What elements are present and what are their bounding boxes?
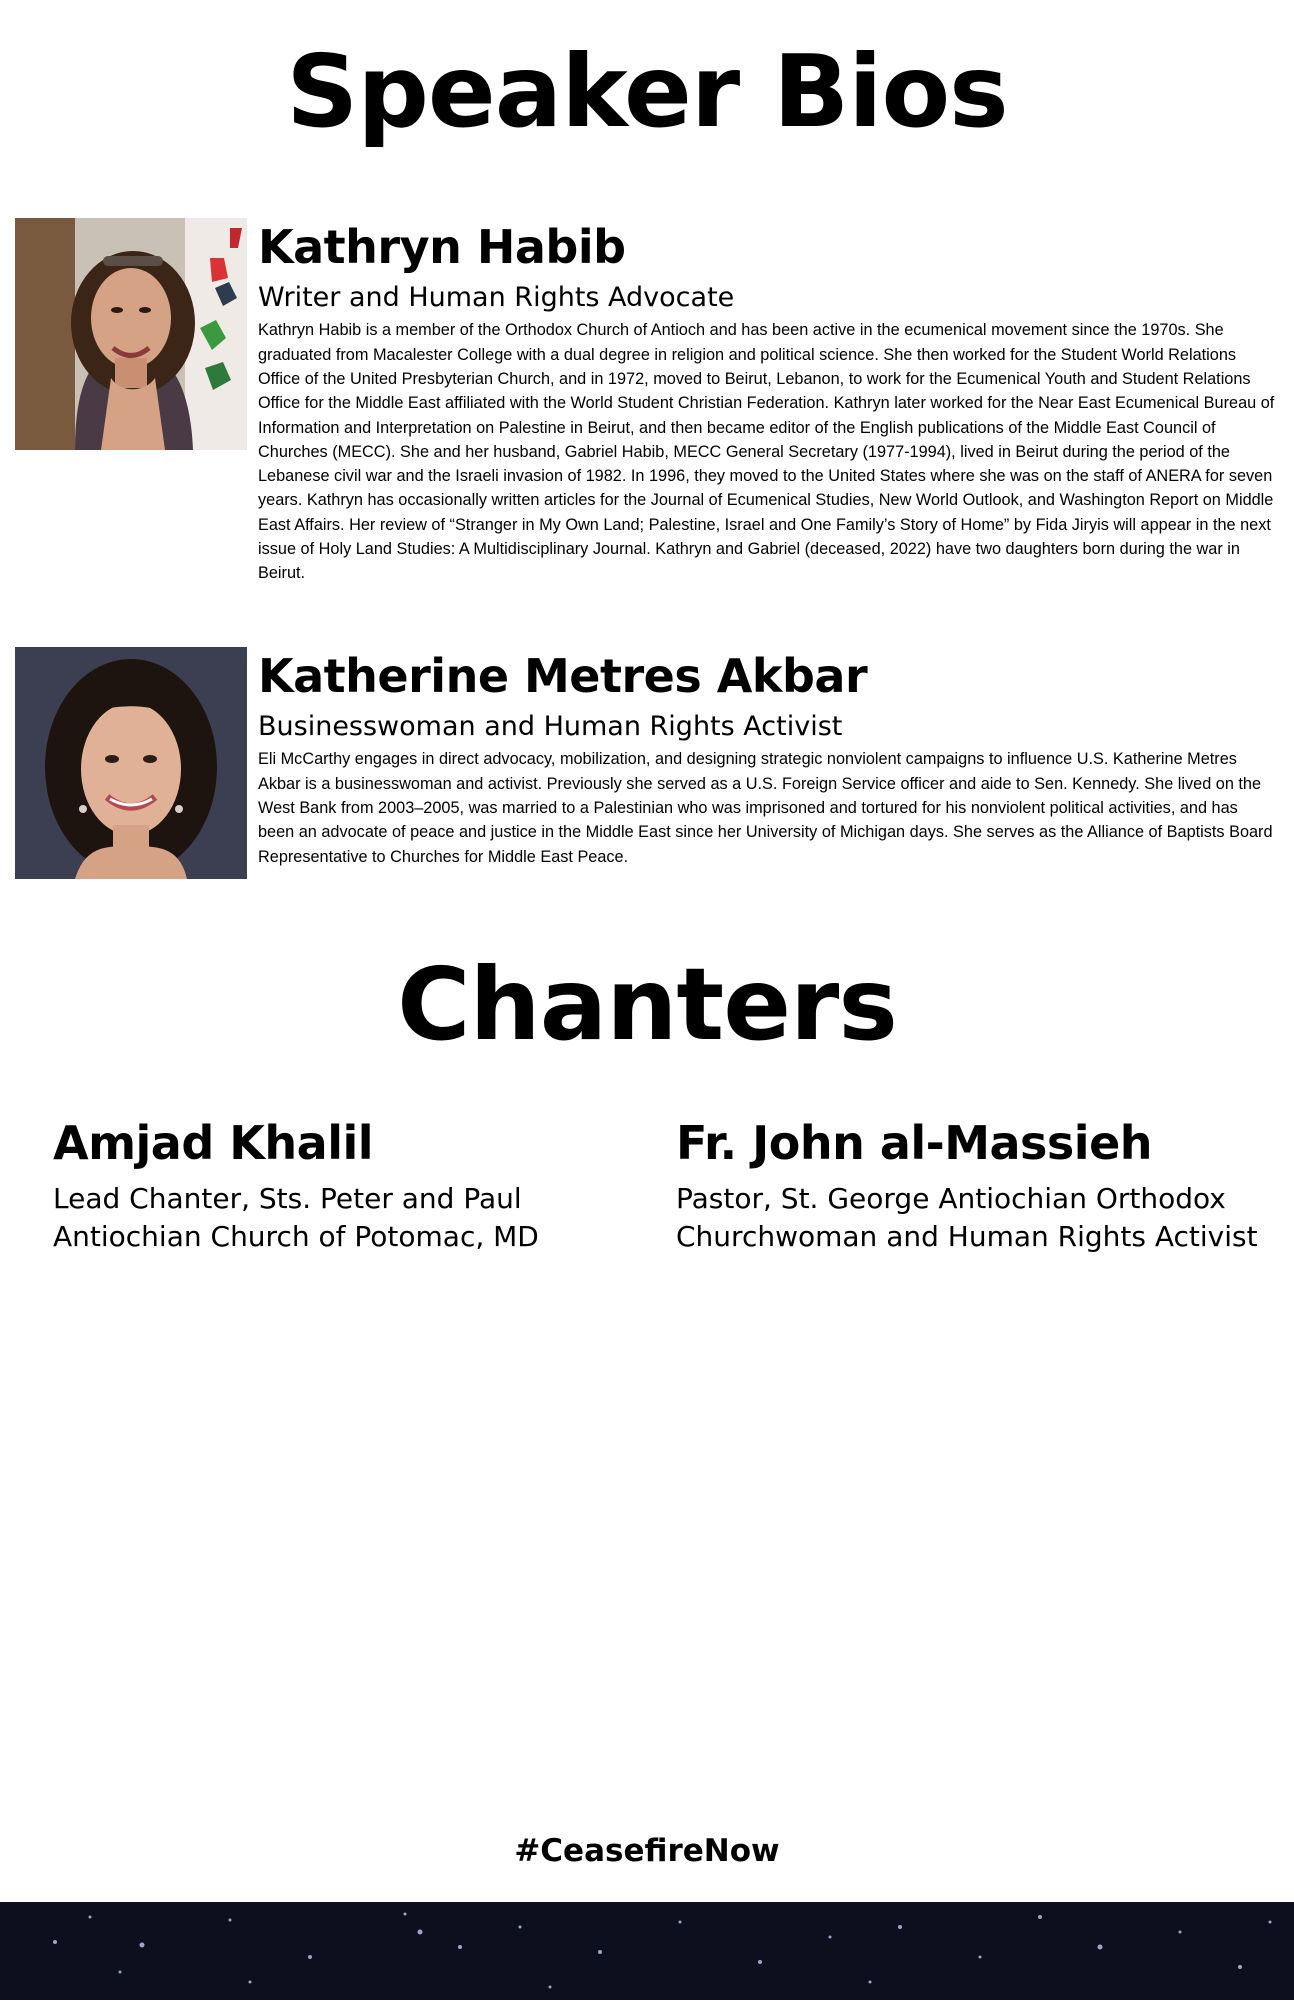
chanter-role-line: Lead Chanter, Sts. Peter and Paul bbox=[53, 1182, 522, 1215]
speaker-card bbox=[15, 218, 1280, 618]
chanter-role-line: Pastor, St. George Antiochian Orthodox bbox=[676, 1182, 1226, 1215]
speaker-info bbox=[258, 647, 1278, 869]
chanter-name: Amjad Khalil bbox=[53, 1116, 374, 1170]
hashtag: #CeasefireNow bbox=[514, 1833, 780, 1869]
speaker-role: Businesswoman and Human Rights Activist bbox=[258, 711, 843, 742]
chanter-card bbox=[676, 1116, 1276, 1256]
speaker-bio: Kathryn Habib is a member of the Orthodox Church of Antioch and has been active in the ecumenical movement since the 1970s. She graduated from Macalester College with a dual degree in religion and political science. She then worked for the Student World Relations Office of the United Presbyterian Church, and in 1972, moved to Beirut, Lebanon, to work for the Ecumenical Youth and Student Relations Office for the Middle East affiliated with the World Student Christian Federation. Kathryn later worked for the Near East Ecumenical Bureau of Information and Interpretation on Palestine in Beirut, and then became editor of the English publications of the Middle East Council of Churches (MECC). She and her husband, Gabriel Habib, MECC General Secretary (1977-1994), lived in Beirut during the period of the Lebanese civil war and the Israeli invasion of 1982. In 1996, they moved to the United States where she was on the staff of ANERA for seven years. Kathryn has occasionally written articles for the Journal of Ecumenical Studies, New World Outlook, and Washington Report on Middle East Affairs. Her review of “Stranger in My Own Land; Palestine, Israel and One Family’s Story of Home” by Fida Jiryis will appear in the next issue of Holy Land Studies: A Multidisciplinary Journal. Kathryn and Gabriel (deceased, 2022) have two daughters born during the war in Beirut. bbox=[258, 321, 1275, 583]
starry-footer-band bbox=[0, 1902, 1294, 2000]
chanter-role-line: Churchwoman and Human Rights Activist bbox=[676, 1220, 1258, 1253]
star-field-decoration bbox=[0, 1902, 1294, 2000]
speaker-photo-kathryn-habib bbox=[15, 218, 247, 450]
speaker-info bbox=[258, 218, 1278, 586]
speaker-card bbox=[15, 647, 1280, 887]
speaker-role: Writer and Human Rights Advocate bbox=[258, 282, 735, 313]
speaker-photo-katherine-metres-akbar bbox=[15, 647, 247, 879]
chanter-role-line: Antiochian Church of Potomac, MD bbox=[53, 1220, 539, 1253]
speaker-name: Kathryn Habib bbox=[258, 220, 626, 274]
chanters-heading: Chanters bbox=[397, 946, 897, 1063]
speaker-bio: Eli McCarthy engages in direct advocacy, mobilization, and designing strategic nonviolent campaigns to influence U.S. Katherine Metres Akbar is a businesswoman and activist. Previously she served as a U.S. Foreign Service officer and aide to Sen. Kennedy. She lived on the West Bank from 2003–2005, was married to a Palestinian who was imprisoned and tortured for his nonviolent political activities, and has been an advocate of peace and justice in the Middle East since her University of Michigan days. She serves as the Alliance of Baptists Board Representative to Churches for Middle East Peace. bbox=[258, 750, 1273, 866]
chanter-name: Fr. John al-Massieh bbox=[676, 1116, 1153, 1170]
chanter-card bbox=[53, 1116, 653, 1256]
speaker-bios-heading: Speaker Bios bbox=[286, 33, 1008, 150]
speaker-name: Katherine Metres Akbar bbox=[258, 649, 868, 703]
